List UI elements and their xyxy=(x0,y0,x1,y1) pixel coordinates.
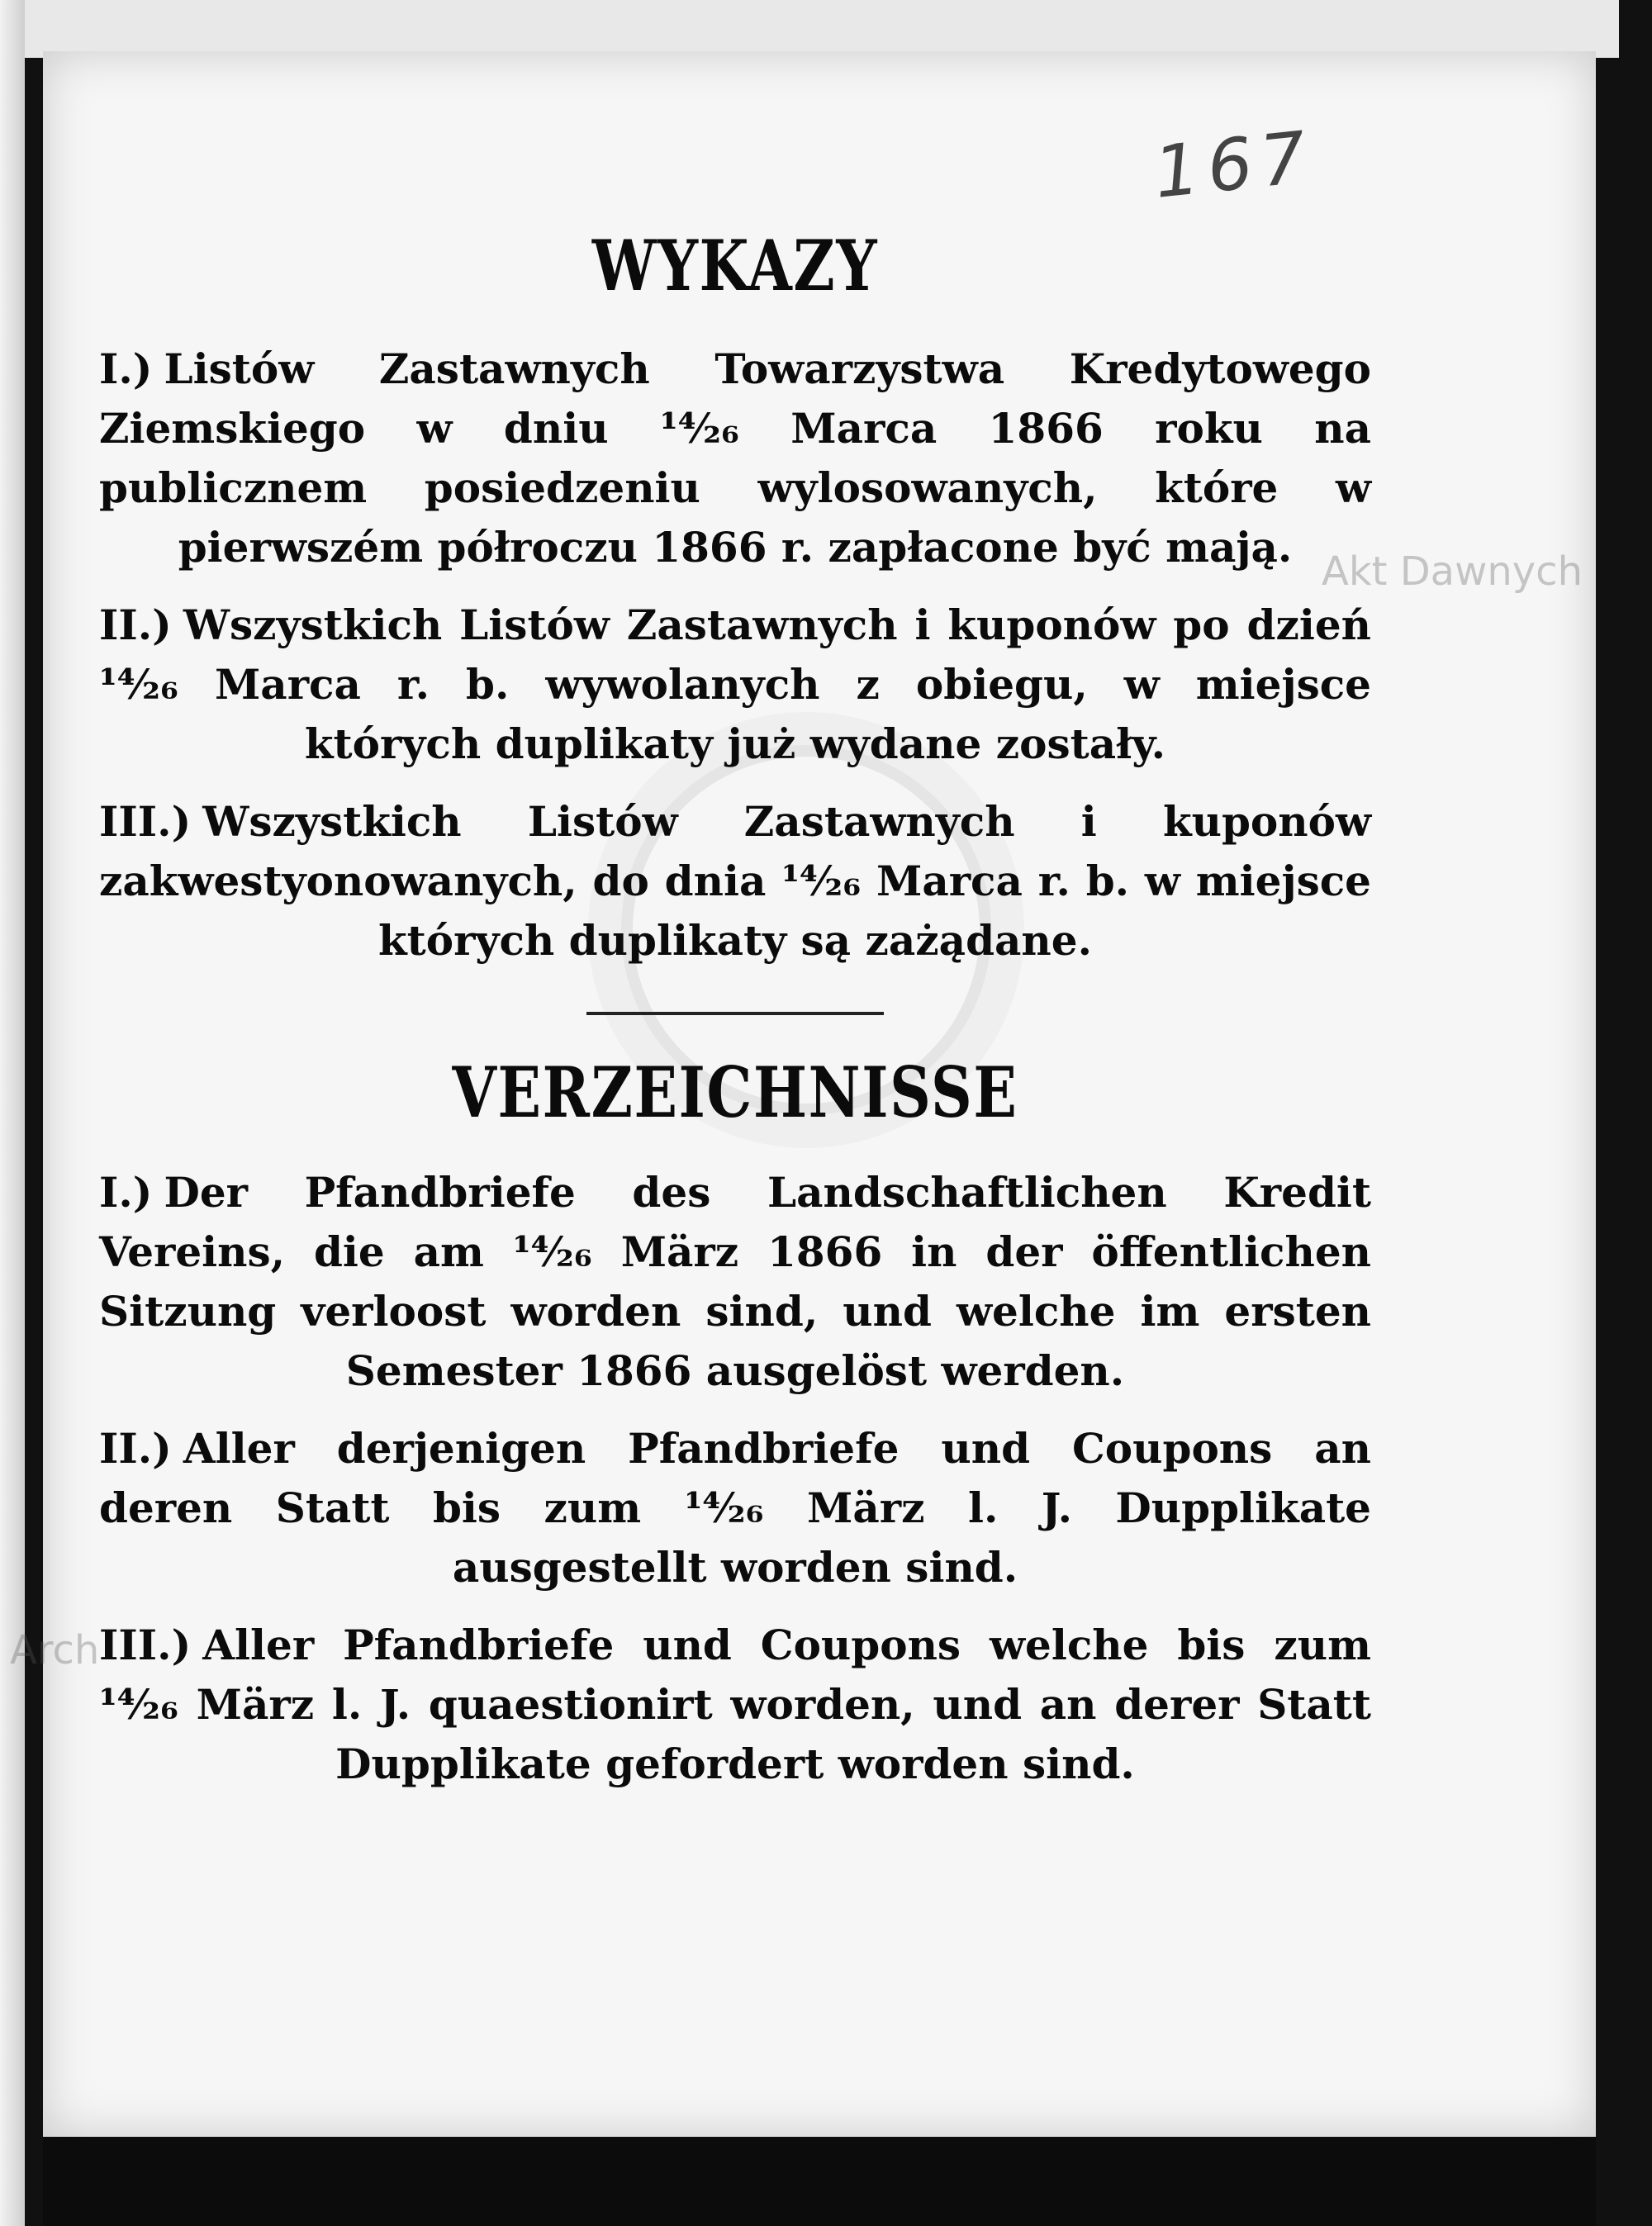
german-item-1 xyxy=(99,1163,1371,1401)
german-item-3-text: Aller Pfandbriefe und Coupons welche bis zum ¹⁴⁄₂₆ März l. J. quaestionirt worden, und an derer Statt Dupplikate gefordert worden sind. xyxy=(99,1621,1371,1788)
polish-item-2-number: II.) xyxy=(99,600,172,649)
polish-heading: WYKAZY xyxy=(591,225,879,306)
adjacent-page-edge xyxy=(0,0,25,2226)
archive-watermark-left: Arch xyxy=(10,1627,100,1673)
polish-item-1-text: Listów Zastawnych Towarzystwa Kredytowego Ziemskiego w dniu ¹⁴⁄₂₆ Marca 1866 roku na publicznem posiedzeniu wylosowanych, które w pierwszém półroczu 1866 r. zapłacone być mają. xyxy=(99,344,1371,572)
polish-list xyxy=(99,339,1371,971)
german-item-2 xyxy=(99,1419,1371,1597)
polish-item-2-text: Wszystkich Listów Zastawnych i kuponów po dzień ¹⁴⁄₂₆ Marca r. b. wywolanych z obiegu, w miejsce których duplikaty już wydane zostały. xyxy=(99,600,1371,768)
polish-item-3 xyxy=(99,792,1371,971)
german-item-1-number: I.) xyxy=(99,1168,153,1217)
german-list xyxy=(99,1163,1371,1794)
german-item-2-text: Aller derjenigen Pfandbriefe und Coupons an deren Statt bis zum ¹⁴⁄₂₆ März l. J. Dupplikate ausgestellt worden sind. xyxy=(99,1424,1371,1592)
scan-bottom-edge xyxy=(43,2137,1596,2226)
polish-item-3-text: Wszystkich Listów Zastawnych i kuponów zakwestyonowanych, do dnia ¹⁴⁄₂₆ Marca r. b. w miejsce których duplikaty są zażądane. xyxy=(99,797,1371,965)
polish-item-3-number: III.) xyxy=(99,797,192,846)
top-page-strip xyxy=(25,0,1619,58)
german-item-2-number: II.) xyxy=(99,1424,172,1473)
document-content xyxy=(99,175,1371,1794)
polish-item-2 xyxy=(99,596,1371,774)
polish-item-1-number: I.) xyxy=(99,344,153,393)
pencil-page-number: 167 xyxy=(1150,116,1318,215)
german-item-1-text: Der Pfandbriefe des Landschaftlichen Kredit Vereins, die am ¹⁴⁄₂₆ März 1866 in der öffentlichen Sitzung verloost worden sind, und welche im ersten Semester 1866 ausgelöst werden. xyxy=(99,1168,1371,1395)
polish-item-1 xyxy=(99,339,1371,577)
german-heading: VERZEICHNISSE xyxy=(452,1051,1018,1133)
section-divider xyxy=(586,1012,884,1015)
german-item-3 xyxy=(99,1616,1371,1794)
german-item-3-number: III.) xyxy=(99,1621,192,1669)
document-page xyxy=(43,51,1596,2137)
archive-watermark-right: Akt Dawnych xyxy=(1322,548,1583,595)
